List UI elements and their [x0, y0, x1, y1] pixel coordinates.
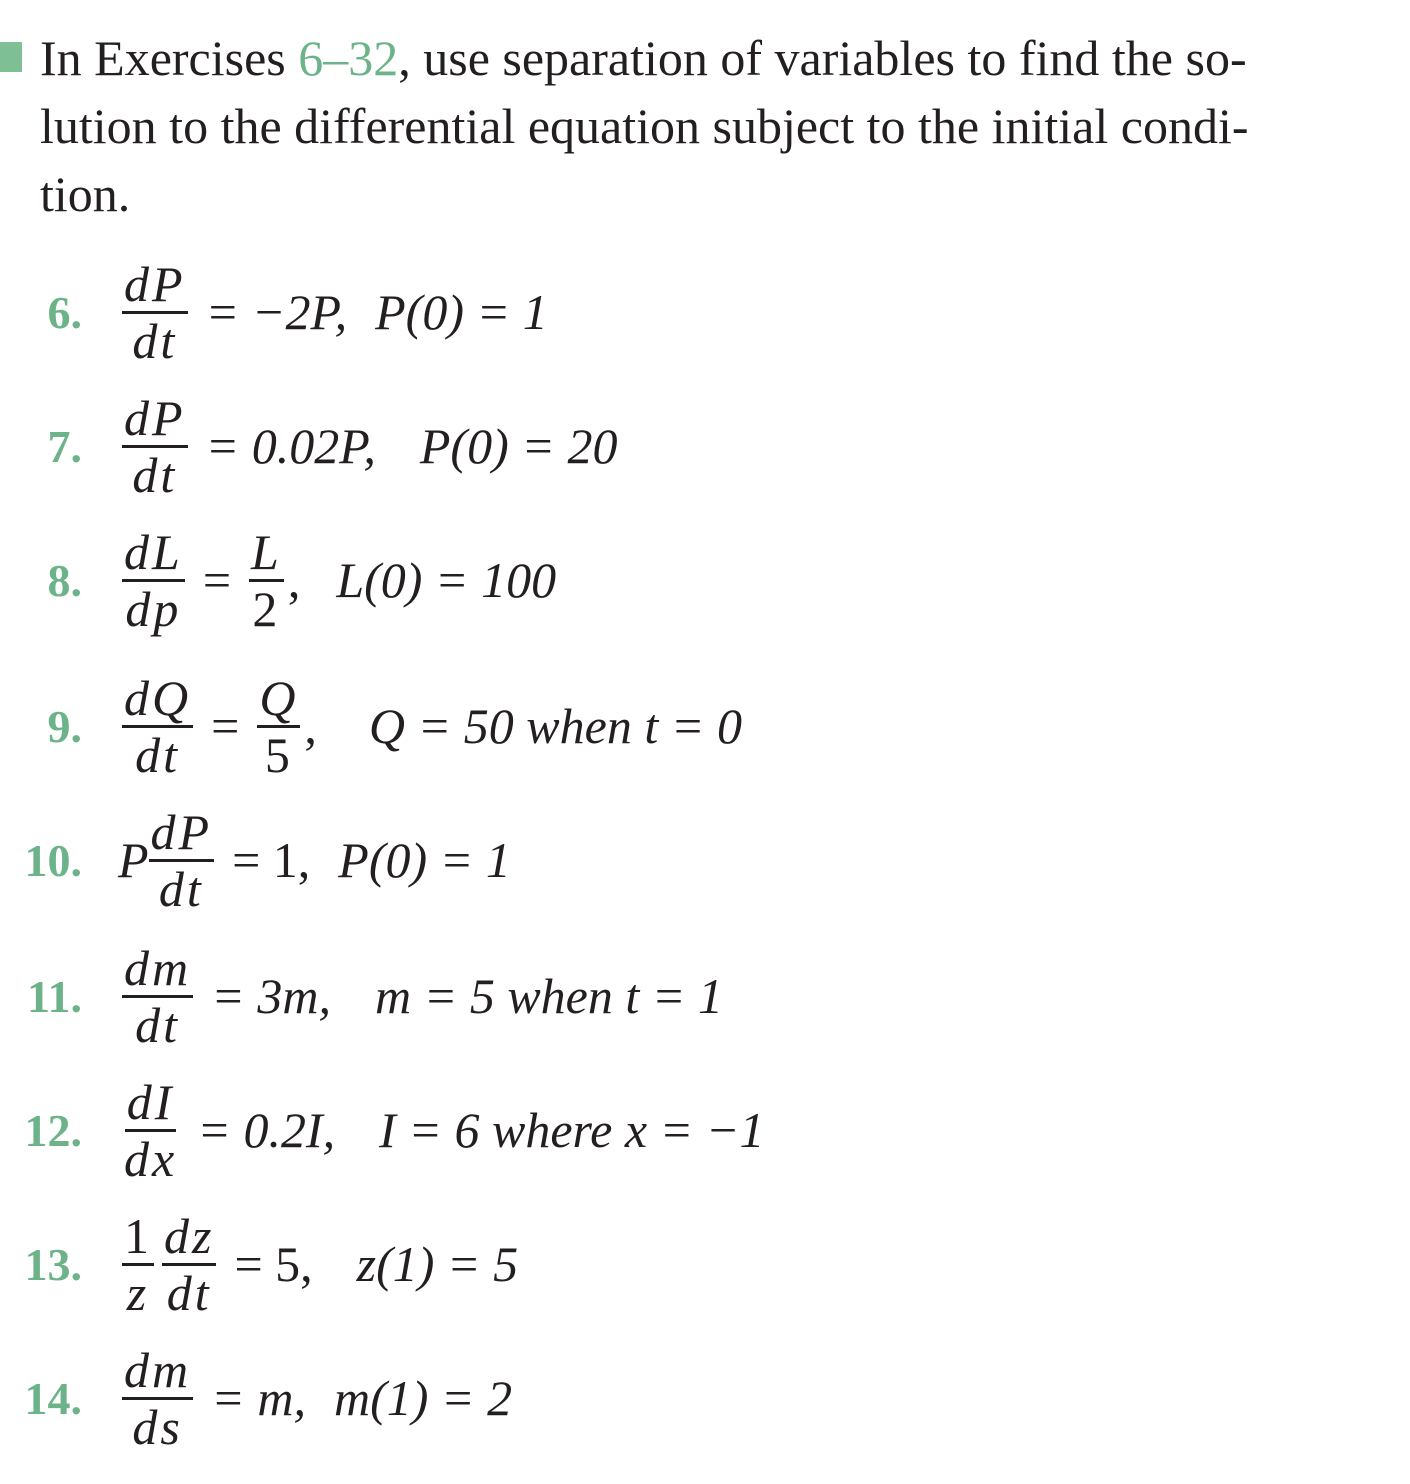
section-marker	[0, 42, 22, 72]
exercise-7	[0, 386, 617, 506]
equation-rhs: = 0.02P, P(0) = 20	[205, 418, 618, 474]
instructions-line-3: tion.	[40, 166, 131, 222]
equation-rhs: = 5, z(1) = 5	[234, 1236, 519, 1292]
equation-rhs: = m, m(1) = 2	[211, 1370, 513, 1426]
exercise-10	[0, 800, 511, 920]
exercise-13	[0, 1204, 518, 1324]
derivative-fraction: $\frac{dP}{dt}$	[150, 803, 213, 917]
exercise-12	[0, 1070, 765, 1190]
derivative-fraction: $\frac{dI}{dx}$	[124, 1073, 178, 1187]
derivative-fraction: $\frac{dL}{dp}$	[124, 523, 183, 637]
exercise-number: 6.	[47, 286, 82, 338]
exercise-6	[0, 252, 548, 372]
equation-rhs: = 0.2I, I = 6 where x = −1	[197, 1102, 765, 1158]
rhs-fraction: $\frac{Q}{5}$	[259, 669, 299, 783]
derivative-fraction: $\frac{dm}{ds}$	[124, 1341, 192, 1455]
exercise-number: 12.	[24, 1104, 82, 1156]
equation-rhs: =	[202, 552, 232, 608]
derivative-fraction: $\frac{dm}{dt}$	[124, 939, 192, 1053]
derivative-fraction: $\frac{dQ}{dt}$	[124, 669, 192, 783]
initial-condition: Q = 50 when t = 0	[368, 698, 742, 754]
exercise-number: 10.	[24, 834, 82, 886]
exercise-11	[0, 936, 723, 1056]
initial-condition: m = 5 when t = 1	[374, 968, 723, 1024]
derivative-fraction: $\frac{dP}{dt}$	[124, 389, 186, 503]
exercise-number: 7.	[47, 420, 82, 472]
rhs-fraction: $\frac{L}{2}$	[251, 523, 282, 637]
exercise-number: 13.	[24, 1238, 82, 1290]
initial-condition: P(0) = 20	[419, 418, 618, 474]
initial-condition: L(0) = 100	[336, 552, 557, 608]
equation-rhs: = 3m, m = 5 when t = 1	[211, 968, 723, 1024]
exercise-14	[0, 1338, 512, 1458]
exercise-8: 8. $\frac{dL}{dp}$ = $\frac{L}{2}$ , L(0) = 100	[0, 520, 556, 640]
exercise-range-link[interactable]: 6–32	[298, 30, 399, 86]
reciprocal-fraction: $\frac{1}{z}$	[124, 1207, 152, 1321]
instructions-line-1: In Exercises 6–32, use separation of variables to find the so-	[40, 30, 1247, 86]
exercise-number: 11.	[27, 970, 82, 1022]
equation-rhs: = 1, P(0) = 1	[232, 832, 511, 888]
equation-rhs: =	[211, 698, 240, 754]
exercise-number: 14.	[24, 1372, 82, 1424]
initial-condition: P(0) = 1	[338, 832, 511, 888]
derivative-fraction: $\frac{dP}{dt}$	[124, 255, 186, 369]
initial-condition: m(1) = 2	[333, 1370, 513, 1426]
instructions-line-2: lution to the differential equation subject to the initial condi-	[40, 98, 1249, 154]
equation-rhs: = −2P, P(0) = 1	[205, 284, 548, 340]
prefix-variable: P	[118, 832, 149, 888]
initial-condition: z(1) = 5	[356, 1236, 519, 1292]
initial-condition: P(0) = 1	[375, 284, 548, 340]
initial-condition: I = 6 where x = −1	[379, 1102, 765, 1158]
exercise-number: 8.	[47, 554, 82, 606]
derivative-fraction: $\frac{dz}{dt}$	[164, 1207, 215, 1321]
instructions	[40, 24, 1370, 228]
exercise-9: 9. $\frac{dQ}{dt}$ = $\frac{Q}{5}$ , Q = 50 when t = 0	[0, 666, 742, 786]
exercise-number: 9.	[47, 700, 82, 752]
